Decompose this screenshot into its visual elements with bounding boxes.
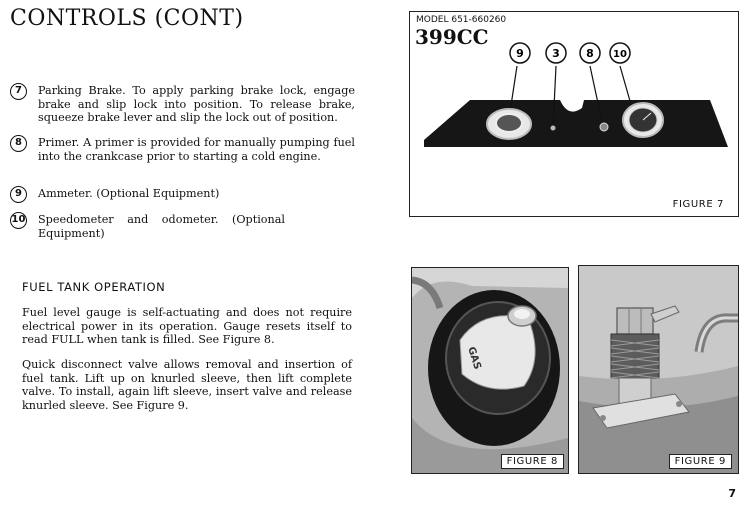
quick-disconnect-valve-illustration — [579, 266, 738, 473]
control-item-ammeter — [10, 187, 355, 201]
model-code: 399CC — [415, 25, 489, 49]
figure-8-photo — [411, 267, 569, 474]
control-description: Speedometer and odometer. (Optional Equipment) — [38, 213, 285, 240]
model-label: MODEL 651-660260 — [416, 15, 507, 25]
figure-9-caption: FIGURE 9 — [669, 454, 732, 469]
figure-7 — [409, 11, 739, 217]
control-description: Ammeter. (Optional Equipment) — [38, 187, 220, 200]
figure-9-photo — [578, 265, 739, 474]
quick-disconnect-paragraph: Quick disconnect valve allows removal and insertion of fuel tank. Lift up on knurled sleeve, then lift complete valve. To install, again lift sleeve, insert valve and release knurled sleeve. See Figure 9. — [22, 358, 352, 412]
brake-lock-knob — [600, 123, 608, 131]
fuel-gauge-paragraph: Fuel level gauge is self-actuating and does not require electrical power in its operation. Gauge resets itself to read FULL when tank is filled. See Figure 8. — [22, 306, 352, 347]
fuel-cap-gauge-illustration — [412, 268, 568, 473]
page-number: 7 — [728, 487, 736, 500]
callout-number-circle: 10 — [10, 212, 27, 229]
figure-8-caption: FIGURE 8 — [501, 454, 564, 469]
callout-label: 9 — [516, 47, 524, 60]
callout-number-circle: 8 — [10, 135, 27, 152]
dashboard-panel-illustration — [410, 12, 738, 216]
callout-label: 8 — [586, 47, 594, 60]
control-description: Primer. A primer is provided for manually pumping fuel into the crankcase prior to starting a cold engine. — [38, 136, 355, 163]
callout-number-circle: 7 — [10, 83, 27, 100]
gauge-gas-label: GAS — [465, 345, 483, 371]
control-item-speedometer — [10, 213, 355, 240]
callout-label: 3 — [552, 47, 560, 60]
valve-hex-nut — [617, 308, 653, 334]
control-item-parking-brake — [10, 84, 355, 125]
callout-number-circle: 9 — [10, 186, 27, 203]
page-title: CONTROLS (CONT) — [10, 6, 244, 31]
control-description: Parking Brake. To apply parking brake lock, engage brake and slip lock into position. To release brake, squeeze brake lever and slip the lock out of position. — [38, 84, 355, 125]
callout-label: 10 — [613, 49, 627, 60]
primer-knob — [551, 126, 556, 131]
figure-7-caption: FIGURE 7 — [672, 199, 724, 210]
section-heading-fuel-tank: FUEL TANK OPERATION — [22, 280, 166, 294]
control-item-primer — [10, 136, 355, 163]
